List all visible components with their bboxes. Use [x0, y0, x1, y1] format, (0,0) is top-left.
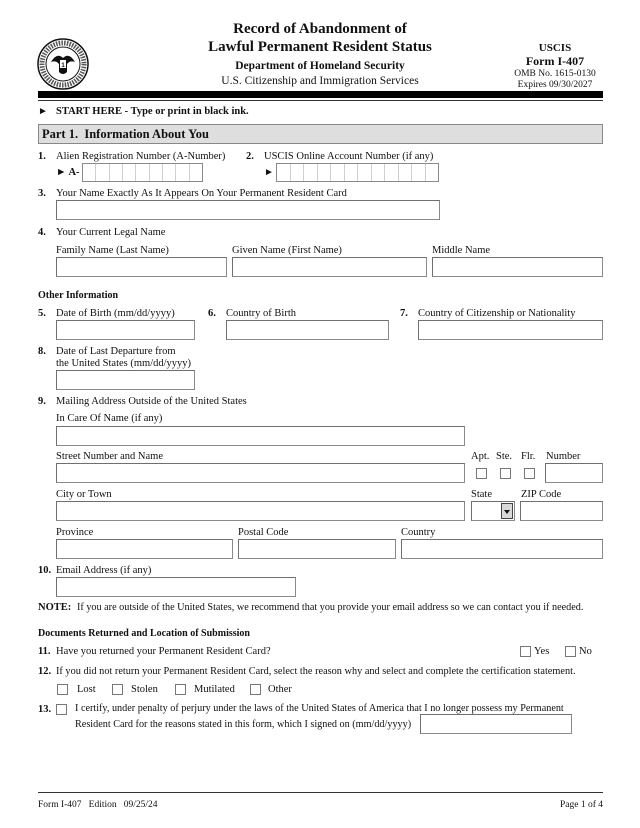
postal-code-input[interactable] [238, 539, 396, 559]
in-care-of-label: In Care Of Name (if any) [56, 413, 163, 424]
agency-name: U.S. Citizenship and Immigration Services [221, 75, 419, 87]
certification-checkbox[interactable] [56, 704, 67, 715]
form-id: Form I-407 [525, 54, 585, 68]
street-input[interactable] [56, 463, 465, 483]
header-thin-rule [38, 100, 603, 101]
returned-card-yes-checkbox[interactable] [520, 646, 531, 657]
zip-label: ZIP Code [521, 489, 562, 500]
q1-number: 1. [38, 151, 46, 162]
given-name-label: Given Name (First Name) [232, 245, 342, 256]
returned-card-no-checkbox[interactable] [565, 646, 576, 657]
dropdown-arrow-icon[interactable] [501, 503, 513, 519]
postal-code-label: Postal Code [238, 527, 289, 538]
reason-stolen-checkbox[interactable] [112, 684, 123, 695]
q1-label: Alien Registration Number (A-Number) [56, 151, 226, 162]
street-label: Street Number and Name [56, 451, 164, 462]
country-input[interactable] [401, 539, 603, 559]
reason-mutilated-label: Mutilated [194, 684, 235, 695]
state-label: State [471, 489, 492, 500]
reason-other-checkbox[interactable] [250, 684, 261, 695]
q8-label-line1: Date of Last Departure from [56, 346, 176, 357]
expiration-date: Expires 09/30/2027 [517, 80, 593, 90]
start-here-arrow: ► [38, 106, 48, 117]
q2-number: 2. [246, 151, 254, 162]
q10-label: Email Address (if any) [56, 565, 152, 576]
name-on-card-input[interactable] [56, 200, 440, 220]
q4-number: 4. [38, 227, 46, 238]
documents-heading: Documents Returned and Location of Submission [38, 628, 250, 639]
country-of-citizenship-input[interactable] [418, 320, 603, 340]
province-label: Province [56, 527, 94, 538]
no-label: No [579, 646, 592, 657]
q1-prefix: ► A- [56, 167, 80, 178]
q12-label: If you did not return your Permanent Resident Card, select the reason why and select and complete the certification statement. [56, 666, 576, 677]
q2-label: USCIS Online Account Number (if any) [264, 151, 434, 162]
reason-other-label: Other [268, 684, 292, 695]
omb-number: OMB No. 1615-0130 [514, 69, 596, 79]
q6-number: 6. [208, 308, 216, 319]
footer-page-number: Page 1 of 4 [559, 800, 603, 810]
q5-number: 5. [38, 308, 46, 319]
middle-name-input[interactable] [432, 257, 603, 277]
q2-prefix: ► [264, 167, 274, 178]
number-label: Number [546, 451, 581, 462]
yes-label: Yes [534, 646, 550, 657]
apt-checkbox[interactable] [476, 468, 487, 479]
apt-number-input[interactable] [545, 463, 603, 483]
reason-lost-label: Lost [77, 684, 96, 695]
note-text: If you are outside of the United States, we recommend that you provide your email address so we can contact you if needed. [77, 602, 584, 613]
family-name-label: Family Name (Last Name) [56, 245, 169, 256]
q9-label: Mailing Address Outside of the United States [56, 396, 247, 407]
q6-label: Country of Birth [226, 308, 296, 319]
start-here-instruction: START HERE - Type or print in black ink. [56, 106, 249, 117]
q10-number: 10. [38, 565, 52, 576]
reason-mutilated-checkbox[interactable] [175, 684, 186, 695]
province-input[interactable] [56, 539, 233, 559]
footer-rule [38, 792, 603, 793]
q8-label-line2: the United States (mm/dd/yyyy) [56, 358, 192, 369]
form-title-line1: Record of Abandonment of [233, 21, 407, 37]
agency-short: USCIS [538, 42, 572, 54]
date-of-birth-input[interactable] [56, 320, 195, 340]
q5-label: Date of Birth (mm/dd/yyyy) [56, 308, 175, 319]
family-name-input[interactable] [56, 257, 227, 277]
q12-number: 12. [38, 666, 52, 677]
ste-checkbox[interactable] [500, 468, 511, 479]
footer-form-edition: Form I-407 Edition 09/25/24 [38, 800, 158, 810]
middle-name-label: Middle Name [432, 245, 491, 256]
q9-number: 9. [38, 396, 46, 407]
country-of-birth-input[interactable] [226, 320, 389, 340]
q7-number: 7. [400, 308, 408, 319]
part1-title: Part 1. Information About You [42, 127, 209, 141]
reason-stolen-label: Stolen [131, 684, 158, 695]
q3-number: 3. [38, 188, 46, 199]
certification-text-line1: I certify, under penalty of perjury under the laws of the United States of America that I no longer possess my Permanent [75, 703, 564, 714]
department-name: Department of Homeland Security [235, 60, 405, 72]
other-information-heading: Other Information [38, 290, 119, 301]
q7-label: Country of Citizenship or Nationality [418, 308, 576, 319]
given-name-input[interactable] [232, 257, 427, 277]
q4-label: Your Current Legal Name [56, 227, 166, 238]
q3-label: Your Name Exactly As It Appears On Your Permanent Resident Card [56, 188, 347, 199]
zip-code-input[interactable] [520, 501, 603, 521]
uscis-account-number-input[interactable] [276, 163, 439, 182]
header-thick-rule [38, 91, 603, 98]
a-number-input[interactable] [82, 163, 203, 182]
note-label: NOTE: [38, 602, 72, 613]
q11-number: 11. [38, 646, 51, 657]
ste-label: Ste. [496, 451, 513, 462]
svg-text:1: 1 [61, 63, 65, 69]
certification-text-line2: Resident Card for the reasons stated in this form, which I signed on (mm/dd/yyyy) [75, 719, 412, 730]
q13-number: 13. [38, 704, 52, 715]
country-label: Country [401, 527, 436, 538]
email-input[interactable] [56, 577, 296, 597]
flr-label: Flr. [521, 451, 536, 462]
city-label: City or Town [56, 489, 112, 500]
q8-number: 8. [38, 346, 46, 357]
form-title-line2: Lawful Permanent Resident Status [208, 39, 432, 55]
apt-label: Apt. [471, 451, 490, 462]
q11-label: Have you returned your Permanent Resident Card? [56, 646, 271, 657]
state-select[interactable] [471, 501, 515, 521]
certification-date-input[interactable] [420, 714, 572, 734]
flr-checkbox[interactable] [524, 468, 535, 479]
in-care-of-input[interactable] [56, 426, 465, 446]
reason-lost-checkbox[interactable] [57, 684, 68, 695]
city-input[interactable] [56, 501, 465, 521]
date-of-last-departure-input[interactable] [56, 370, 195, 390]
